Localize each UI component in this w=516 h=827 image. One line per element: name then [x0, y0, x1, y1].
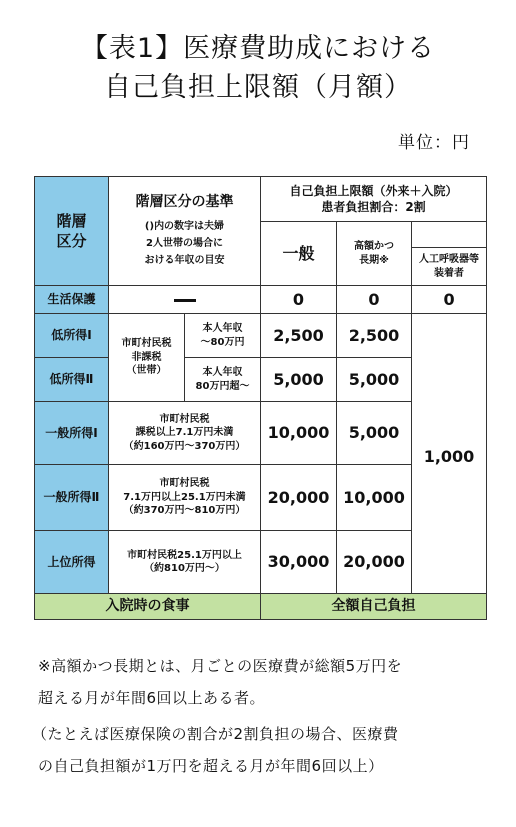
- header-ventilator: 人工呼吸器等 装着者: [412, 248, 487, 286]
- table-footer-row: [35, 594, 487, 620]
- value-high: 0: [337, 286, 412, 314]
- criteria-text: 市町村民税 7.1万円以上25.1万円未満 （約370万円～810万円）: [109, 465, 261, 531]
- value-high: 2,500: [337, 314, 412, 358]
- dash-mark: [174, 299, 196, 302]
- note-line-4: の自己負担額が1万円を超える月が年間6回以上）: [38, 757, 384, 775]
- tier-label: 上位所得: [35, 531, 109, 594]
- value-general: 5,000: [261, 358, 337, 402]
- value-general: 10,000: [261, 402, 337, 465]
- table-row: [35, 402, 487, 465]
- criteria-text: 市町村民税25.1万円以上 （約810万円～）: [109, 531, 261, 594]
- tier-label: 一般所得Ⅰ: [35, 402, 109, 465]
- page-title-line1: 【表1】医療費助成における: [80, 33, 436, 64]
- unit-label: 単位：円: [398, 133, 470, 153]
- note-line-1: ※高額かつ長期とは、月ごとの医療費が総額5万円を: [38, 657, 403, 675]
- value-general: 30,000: [261, 531, 337, 594]
- value-high: 5,000: [337, 358, 412, 402]
- table-row: [35, 358, 487, 402]
- value-general: 0: [261, 286, 337, 314]
- criteria-income: 本人年収 80万円超～: [185, 358, 261, 402]
- tier-label: 生活保護: [35, 286, 109, 314]
- criteria-text: 市町村民税 課税以上7.1万円未満 （約160万円～370万円）: [109, 402, 261, 465]
- value-high: 10,000: [337, 465, 412, 531]
- header-criteria: 階層区分の基準 ()内の数字は夫婦 2人世帯の場合に おける年収の目安: [109, 177, 261, 286]
- header-general: 一般: [261, 222, 337, 286]
- tier-label: 低所得Ⅱ: [35, 358, 109, 402]
- header-high-long: 高額かつ 長期※: [337, 222, 412, 286]
- value-high: 20,000: [337, 531, 412, 594]
- tier-label: 一般所得Ⅱ: [35, 465, 109, 531]
- criteria-nontaxable: 市町村民税 非課税 （世帯）: [109, 314, 185, 402]
- note-line-2: 超える月が年間6回以上ある者。: [38, 689, 266, 707]
- page-title-line2: 自己負担上限額（月額）: [104, 72, 412, 103]
- value-ventilator: 0: [412, 286, 487, 314]
- header-limit: 自己負担上限額（外来＋入院） 患者負担割合：2割: [261, 177, 487, 222]
- value-general: 2,500: [261, 314, 337, 358]
- meal-value: 全額自己負担: [261, 594, 487, 620]
- criteria-income: 本人年収 ～80万円: [185, 314, 261, 358]
- value-ventilator-shared: 1,000: [412, 402, 487, 594]
- copay-limit-table: [34, 176, 487, 620]
- table-row: [35, 314, 487, 358]
- tier-label: 低所得Ⅰ: [35, 314, 109, 358]
- criteria-none: [109, 286, 261, 314]
- value-general: 20,000: [261, 465, 337, 531]
- table-row: [35, 286, 487, 314]
- value-high: 5,000: [337, 402, 412, 465]
- meal-label: 入院時の食事: [35, 594, 261, 620]
- table-header-row: [35, 177, 487, 222]
- note-line-3: （たとえば医療保険の割合が2割負担の場合、医療費: [32, 725, 399, 743]
- header-tier: 階層 区分: [35, 177, 109, 286]
